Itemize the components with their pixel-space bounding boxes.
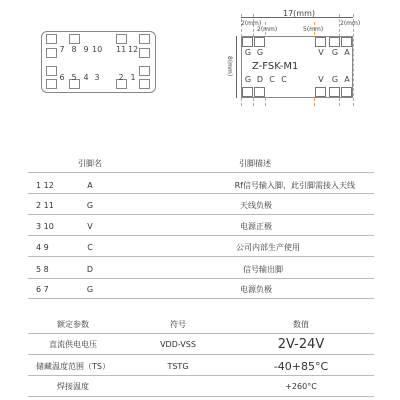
module-name: Z-FSK-M1 bbox=[252, 61, 299, 72]
pin-number: 9 bbox=[83, 45, 89, 54]
module-top-view bbox=[241, 36, 353, 98]
dim-label: 2(mm) bbox=[241, 20, 262, 27]
dim-label: 5(mm) bbox=[303, 26, 324, 33]
param-name: 储藏温度范围（TS） bbox=[36, 362, 110, 371]
pin-label: G bbox=[244, 75, 252, 84]
module-bottom-view bbox=[41, 31, 156, 93]
param-table-header-param: 额定参数 bbox=[57, 320, 89, 329]
table-divider bbox=[28, 333, 374, 334]
pin-pad bbox=[139, 48, 150, 58]
param-name: 焊接温度 bbox=[57, 382, 89, 391]
table-divider bbox=[28, 214, 374, 215]
table-divider bbox=[28, 256, 374, 257]
pin-number: 6 bbox=[59, 73, 65, 82]
pin-pad bbox=[116, 34, 127, 44]
pin-number: 11 bbox=[116, 45, 127, 54]
pin-numbers: 1 12 bbox=[36, 181, 54, 190]
height-dimension-line bbox=[236, 36, 237, 98]
pin-pad bbox=[46, 66, 57, 76]
pin-pad bbox=[341, 37, 352, 47]
dim-label: 2(mm) bbox=[257, 26, 278, 33]
pin-label: A bbox=[344, 48, 350, 57]
pin-pad bbox=[242, 37, 253, 47]
pin-label: A bbox=[344, 75, 350, 84]
pin-number: 8 bbox=[71, 45, 77, 54]
pin-pad bbox=[315, 37, 326, 47]
param-symbol: TSTG bbox=[167, 362, 189, 371]
param-value: -40+85°C bbox=[273, 360, 329, 373]
pin-number: 2 bbox=[118, 73, 124, 82]
pin-numbers: 3 10 bbox=[36, 222, 54, 231]
pin-desc: 公司内部生产使用 bbox=[236, 243, 300, 252]
table-divider bbox=[28, 172, 374, 173]
guide-line bbox=[353, 14, 354, 106]
param-symbol: VDD-VSS bbox=[160, 340, 196, 349]
pin-label: G bbox=[244, 48, 252, 57]
pin-pad bbox=[46, 34, 57, 44]
pin-label: C bbox=[281, 75, 287, 84]
pin-name: D bbox=[86, 265, 94, 274]
pin-pad bbox=[329, 87, 340, 97]
pin-pad bbox=[254, 87, 265, 97]
pin-desc: Rf信号输入脚，此引脚需接入天线 bbox=[234, 181, 355, 190]
pin-pad bbox=[254, 37, 265, 47]
pin-pad bbox=[242, 87, 253, 97]
pin-number: 5 bbox=[71, 73, 77, 82]
table-divider bbox=[28, 354, 374, 355]
param-value: +260°C bbox=[285, 382, 317, 391]
param-table-header-value: 数值 bbox=[293, 320, 309, 329]
pin-numbers: 5 8 bbox=[36, 265, 49, 274]
pin-label: G bbox=[331, 75, 339, 84]
table-divider bbox=[28, 193, 374, 194]
table-divider bbox=[28, 298, 374, 299]
table-divider bbox=[28, 375, 374, 376]
pin-pad bbox=[69, 34, 80, 44]
pin-desc: 天线负极 bbox=[240, 201, 272, 210]
pin-number: 7 bbox=[59, 45, 65, 54]
height-dimension-label: 8(mm) bbox=[226, 56, 233, 77]
pin-pad bbox=[139, 34, 150, 44]
dim-label: 2(mm) bbox=[340, 20, 361, 27]
pin-desc: 电源正极 bbox=[240, 222, 272, 231]
pin-name: A bbox=[87, 181, 93, 190]
pin-number: 3 bbox=[94, 73, 100, 82]
pin-pad bbox=[315, 87, 326, 97]
pin-name: G bbox=[86, 201, 94, 210]
pin-label: G bbox=[331, 48, 339, 57]
pin-table-header-desc: 引脚描述 bbox=[239, 159, 271, 168]
width-dimension-label: 17(mm) bbox=[283, 9, 316, 18]
pin-label: G bbox=[256, 48, 264, 57]
pin-label: V bbox=[318, 75, 324, 84]
param-name: 直流供电电压 bbox=[49, 340, 97, 349]
pin-number: 4 bbox=[83, 73, 89, 82]
pin-pad bbox=[139, 66, 150, 76]
pin-number: 1 bbox=[130, 73, 136, 82]
pin-pad bbox=[329, 37, 340, 47]
pin-desc: 电源负极 bbox=[240, 285, 272, 294]
pin-label: D bbox=[256, 75, 264, 84]
table-divider bbox=[28, 396, 374, 397]
table-divider bbox=[28, 278, 374, 279]
pin-desc: 信号输出脚 bbox=[243, 265, 283, 274]
pin-numbers: 4 9 bbox=[36, 243, 49, 252]
pin-pad bbox=[139, 79, 150, 89]
pin-table-header-name: 引脚名 bbox=[78, 159, 102, 168]
pin-name: C bbox=[87, 243, 93, 252]
pin-numbers: 2 11 bbox=[36, 201, 54, 210]
pin-numbers: 6 7 bbox=[36, 285, 49, 294]
pin-pad bbox=[46, 79, 57, 89]
pin-name: V bbox=[87, 222, 93, 231]
pin-label: V bbox=[318, 48, 324, 57]
param-value: 2V-24V bbox=[277, 337, 325, 352]
pin-name: G bbox=[86, 285, 94, 294]
pin-number: 12 bbox=[128, 45, 139, 54]
pin-pad bbox=[46, 48, 57, 58]
table-divider bbox=[28, 235, 374, 236]
pin-number: 10 bbox=[92, 45, 103, 54]
param-table-header-symbol: 符号 bbox=[170, 320, 186, 329]
pin-label: C bbox=[269, 75, 275, 84]
pin-pad bbox=[341, 87, 352, 97]
